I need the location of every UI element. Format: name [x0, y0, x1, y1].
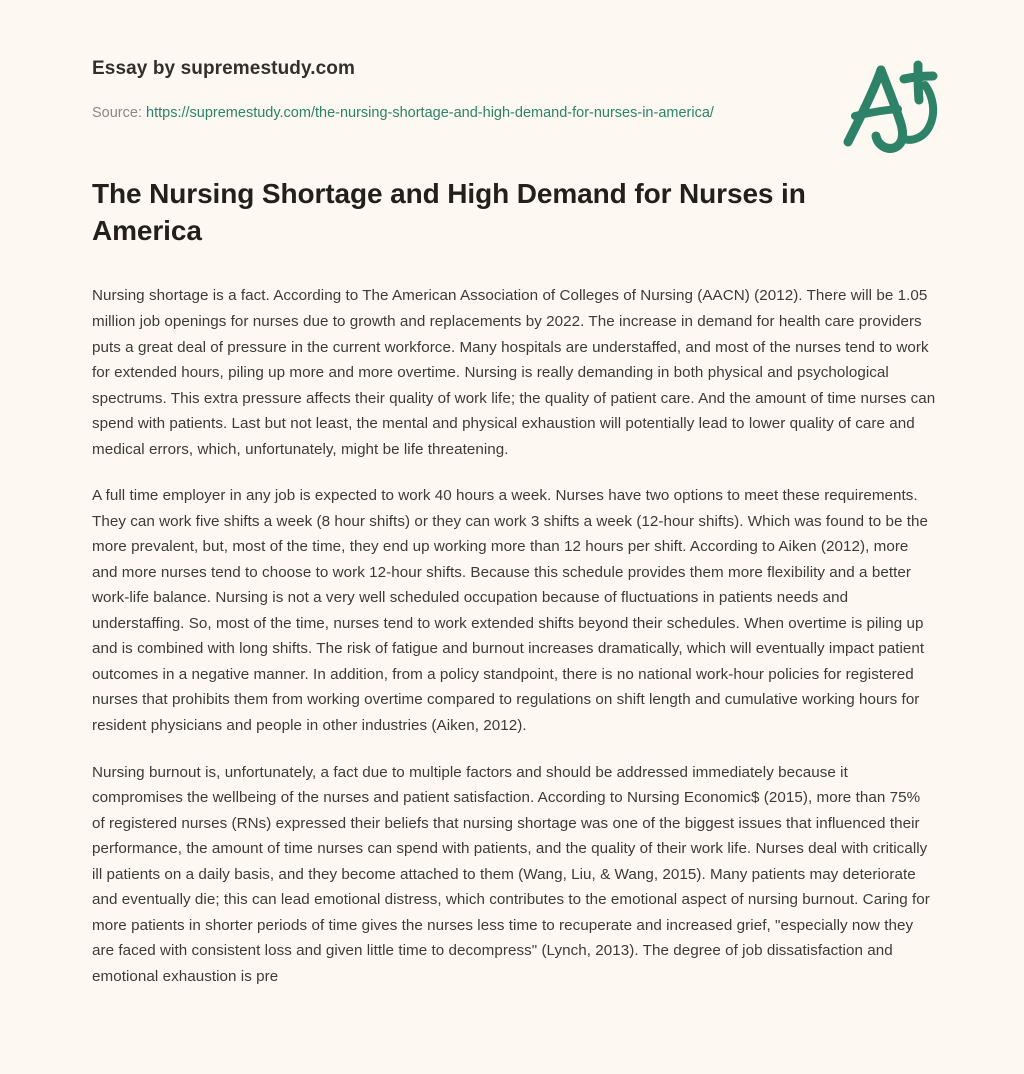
article — [0, 175, 1024, 989]
article-paragraph: Nursing shortage is a fact. According to The American Association of Colleges of Nursing (AACN) (2012). There will be 1.05 million job openings for nurses due to growth and replacements by 2022. The increase in demand for health care providers puts a great deal of pressure in the current workforce. Many hospitals are understaffed, and most of the nurses tend to work for extended hours, piling up more and more overtime. Nursing is really demanding in both physical and psychological spectrums. This extra pressure affects their quality of work life; the quality of patient care. And the amount of time nurses can spend with patients. Last but not least, the mental and physical exhaustion will potentially lead to lower quality of care and medical errors, which, unfortunately, might be life threatening. — [92, 287, 936, 458]
article-paragraph: Nursing burnout is, unfortunately, a fact due to multiple factors and should be addressed immediately because it compromises the wellbeing of the nurses and patient satisfaction. According to Nursing Economic$ (2015), more than 75% of registered nurses (RNs) expressed their beliefs that nursing shortage was one of the biggest issues that influenced their performance, the amount of time nurses can spend with patients, and the quality of their work life. Nurses deal with critically ill patients on a daily basis, and they become attached to them (Wang, Liu, & Wang, 2015). Many patients may deteriorate and eventually die; this can lead emotional distress, which contributes to the emotional aspect of nursing burnout. Caring for more patients in shorter periods of time gives the nurses less time to recuperate and increased grief, "especially now they are faced with consistent loss and given little time to decompress" (Lynch, 2013). The degree of job dissatisfaction and emotional exhaustion is pre — [92, 763, 930, 985]
source-url-link[interactable]: https://supremestudy.com/the-nursing-shortage-and-high-demand-for-nurses-in-america/ — [146, 104, 714, 121]
source-label: Source: — [92, 104, 142, 121]
source-line — [92, 100, 772, 127]
article-paragraph: A full time employer in any job is expected to work 40 hours a week. Nurses have two options to meet these requirements. They can work five shifts a week (8 hour shifts) or they can work 3 shifts a week (12-hour shifts). Which was found to be the more prevalent, but, most of the time, they end up working more than 12 hours per shift. According to Aiken (2012), more and more nurses tend to choose to work 12-hour shifts. Because this schedule provides them more flexibility and a better work-life balance. Nursing is not a very well scheduled occupation because of fluctuations in patients needs and understaffing. So, most of the time, nurses tend to work extended shifts beyond their schedules. When overtime is piling up and is combined with long shifts. The risk of fatigue and burnout increases dramatically, which will eventually impact patient outcomes in a negative manner. In addition, from a policy standpoint, there is no national work-hour policies for registered nurses that prohibits them from working overtime compared to regulations on shift length and cumulative working hours for resident physicians and people in other industries (Aiken, 2012). — [92, 487, 929, 734]
a-plus-logo-icon — [830, 52, 960, 177]
article-body — [92, 283, 936, 989]
essay-byline: Essay by supremestudy.com — [92, 58, 355, 79]
page-title: The Nursing Shortage and High Demand for Nurses in America — [92, 178, 806, 247]
page-header — [0, 0, 1024, 175]
